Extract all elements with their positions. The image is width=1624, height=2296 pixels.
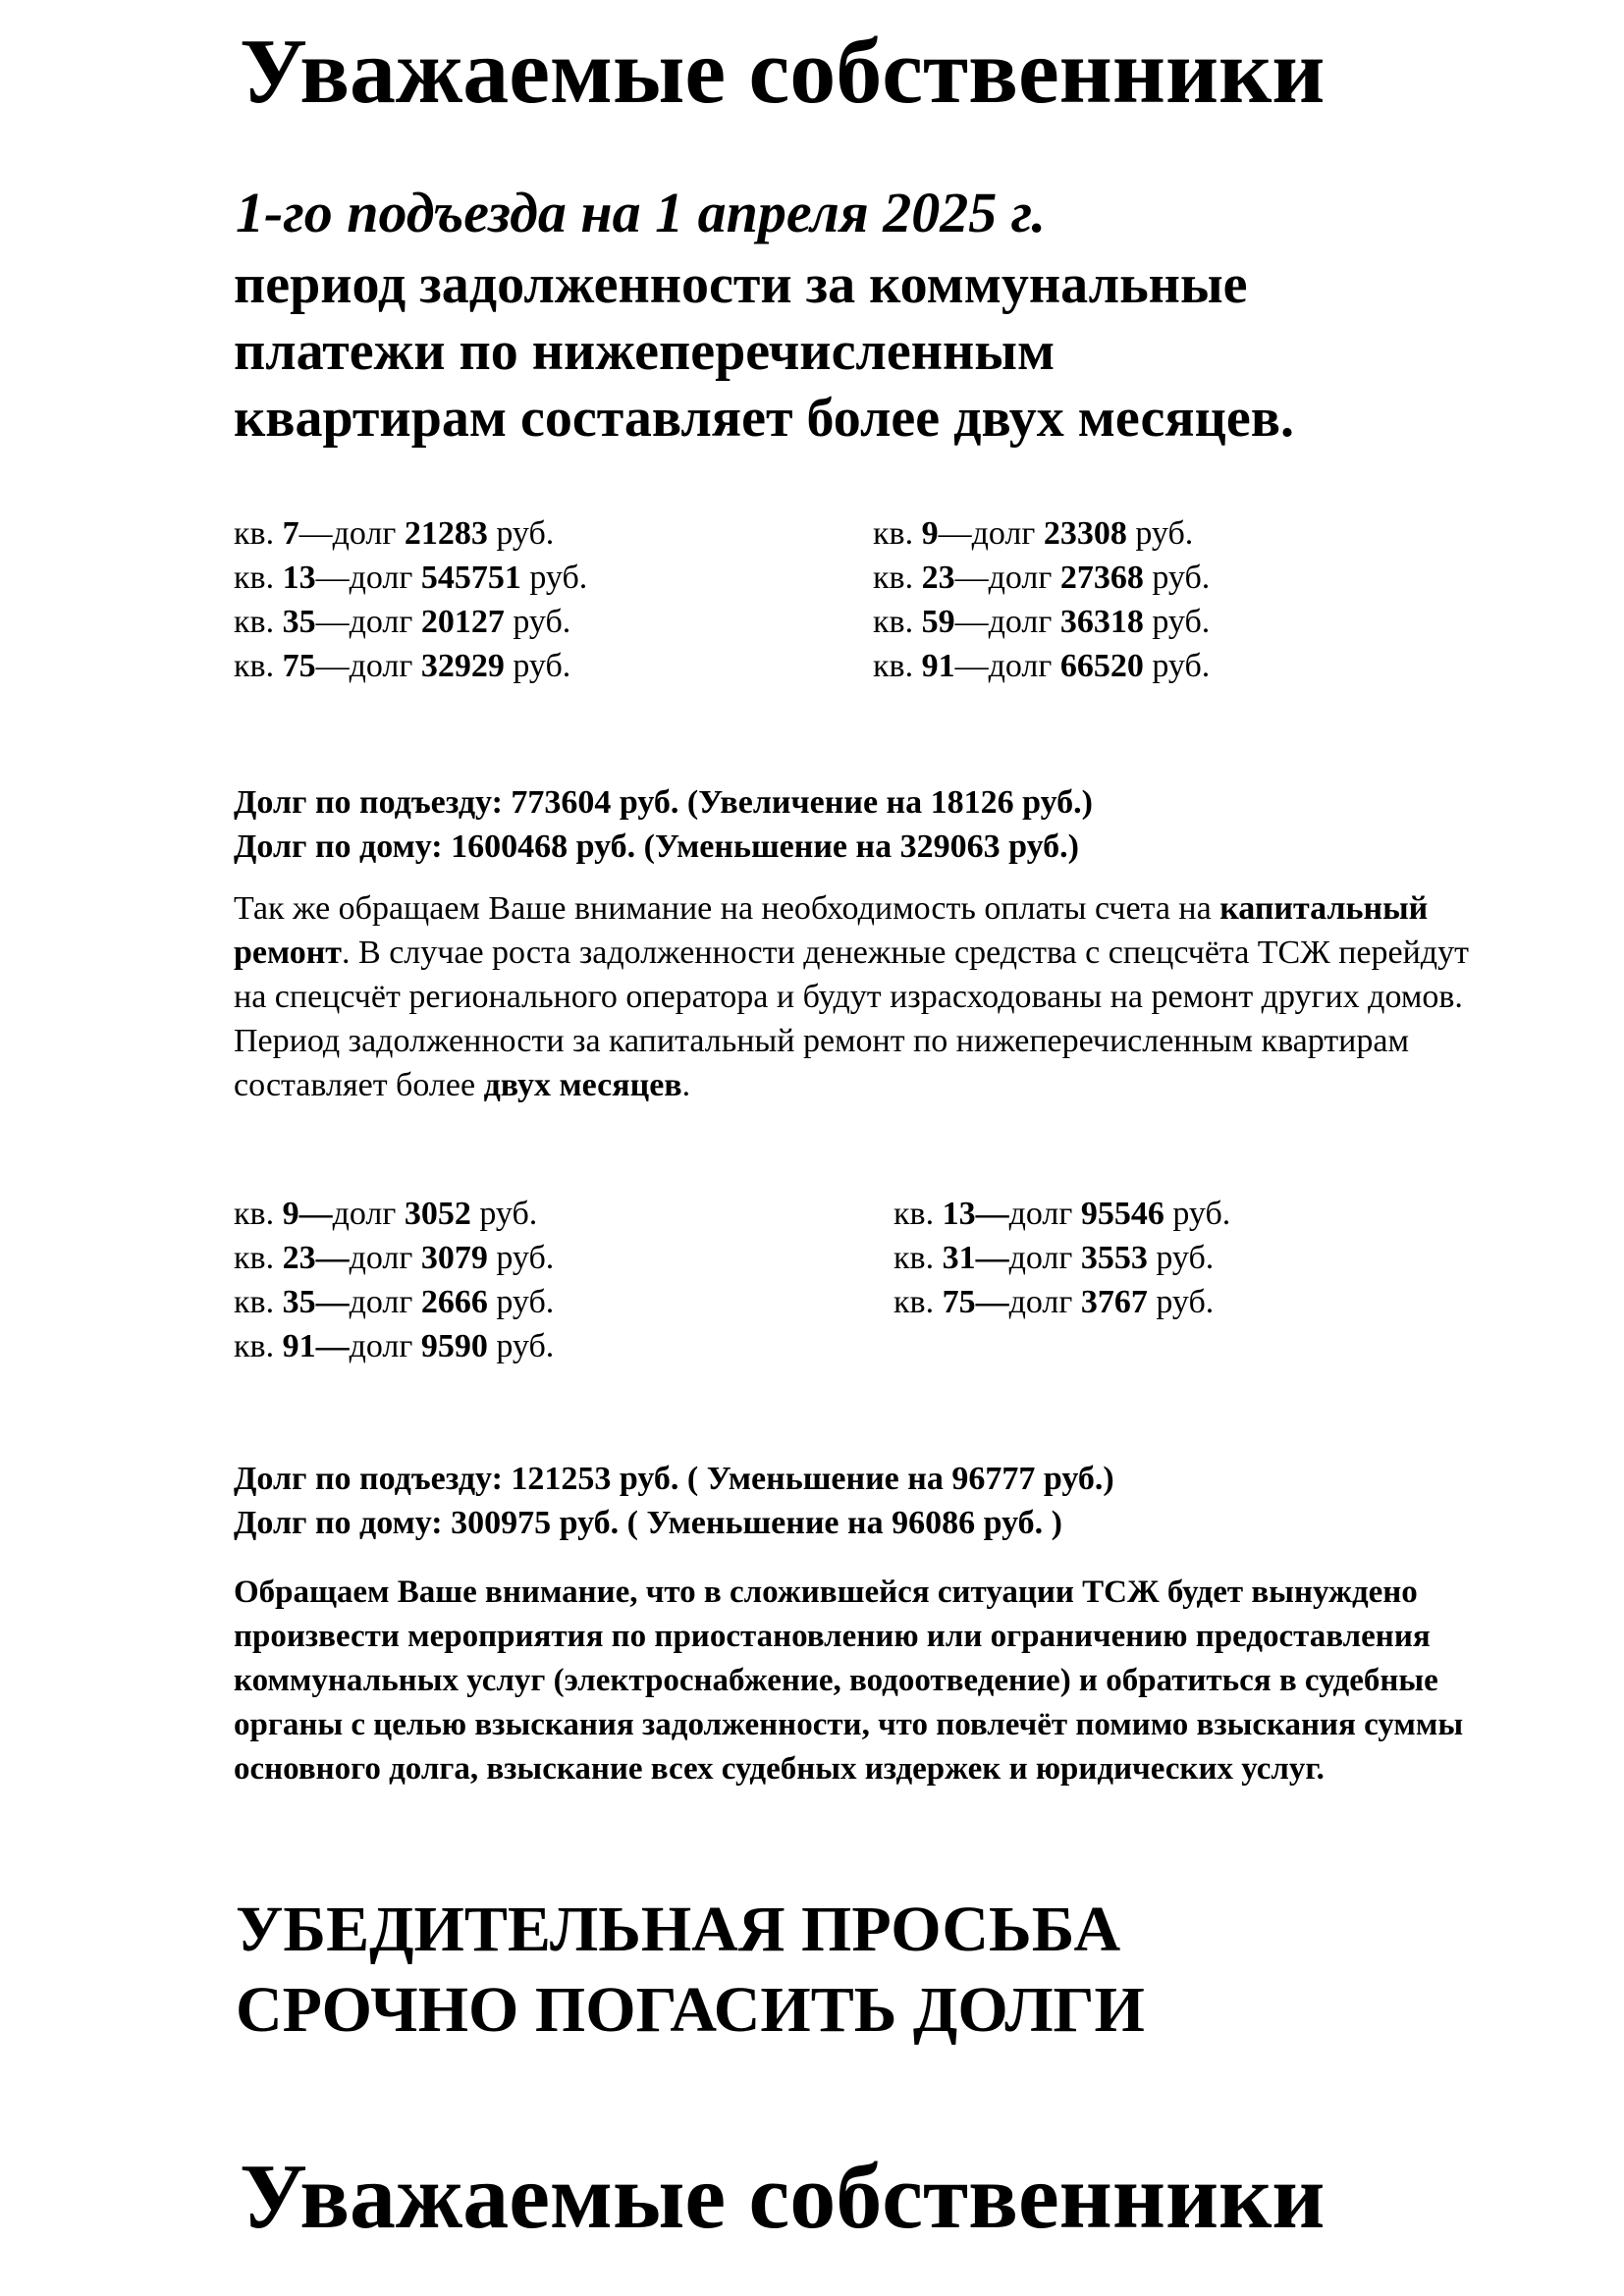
utilities-totals [234,780,1093,869]
debt-item: кв. 91—долг 66520 руб. [873,648,1211,684]
debt-item: кв. 23—долг 27368 руб. [873,560,1211,596]
debt-item: кв. 35—долг 20127 руб. [234,604,571,640]
footer-title: Уважаемые собственники [240,2146,1326,2248]
lead-line: платежи по нижеперечисленным [234,321,1056,382]
debt-item: кв. 23—долг 3079 руб. [234,1240,555,1276]
house-total: Долг по дому: 300975 руб. ( Уменьшение на 96086 руб. ) [234,1505,1062,1541]
debt-item: кв. 7—долг 21283 руб. [234,515,555,552]
debt-item: кв. 9—долг 23308 руб. [873,515,1194,552]
urgent-request-line: УБЕДИТЕЛЬНАЯ ПРОСЬБА [236,1894,1121,1965]
subtitle: 1-го подъезда на 1 апреля 2025 г. [236,181,1046,244]
debt-item: кв. 91—долг 9590 руб. [234,1328,555,1364]
debt-item: кв. 13—долг 95546 руб. [893,1196,1231,1232]
debt-item: кв. 31—долг 3553 руб. [893,1240,1215,1276]
debt-item: кв. 59—долг 36318 руб. [873,604,1211,640]
capital-right-column [893,1192,1230,1324]
entrance-total: Долг по подъезду: 121253 руб. ( Уменьшение на 96777 руб.) [234,1461,1114,1497]
warning-paragraph: Обращаем Ваше внимание, что в сложившейся ситуации ТСЖ будет вынуждено произвести мероприятия по приостановлению или ограничению предоставления коммунальных услуг (электроснабжение, водоотведение) и обратиться в судебные органы с целью взыскания задолженности, что повлечёт помимо взыскания суммы основного долга, взыскание всех судебных издержек и юридических услуг. [234,1575,1464,1787]
lead-line: квартирам составляет более двух месяцев. [234,388,1294,449]
capital-totals [234,1457,1114,1545]
debt-item: кв. 35—долг 2666 руб. [234,1284,555,1320]
utilities-left-column [234,511,587,688]
lead-line: период задолженности за коммунальные [234,254,1248,315]
debt-item: кв. 9—долг 3052 руб. [234,1196,538,1232]
lead-text [234,251,1294,452]
debt-item: кв. 75—долг 3767 руб. [893,1284,1215,1320]
debt-item: кв. 13—долг 545751 руб. [234,560,588,596]
house-total: Долг по дому: 1600468 руб. (Уменьшение на 329063 руб.) [234,828,1079,865]
utilities-right-column [873,511,1210,688]
capital-left-column [234,1192,554,1368]
urgent-request [236,1890,1145,2051]
debt-item: кв. 75—долг 32929 руб. [234,648,571,684]
urgent-request-line: СРОЧНО ПОГАСИТЬ ДОЛГИ [236,1974,1145,2046]
capital-repair-paragraph: Так же обращаем Ваше внимание на необходимость оплаты счета на капитальный ремонт. В случае роста задолженности денежные средства с спецсчёта ТСЖ перейдут на спецсчёт регионального оператора и будут израсходованы на ремонт других домов. Период задолженности за капитальный ремонт по нижеперечисленным квартирам составляет более двух месяцев. [234,890,1469,1103]
page-title: Уважаемые собственники [240,21,1326,123]
entrance-total: Долг по подъезду: 773604 руб. (Увеличение на 18126 руб.) [234,784,1093,821]
